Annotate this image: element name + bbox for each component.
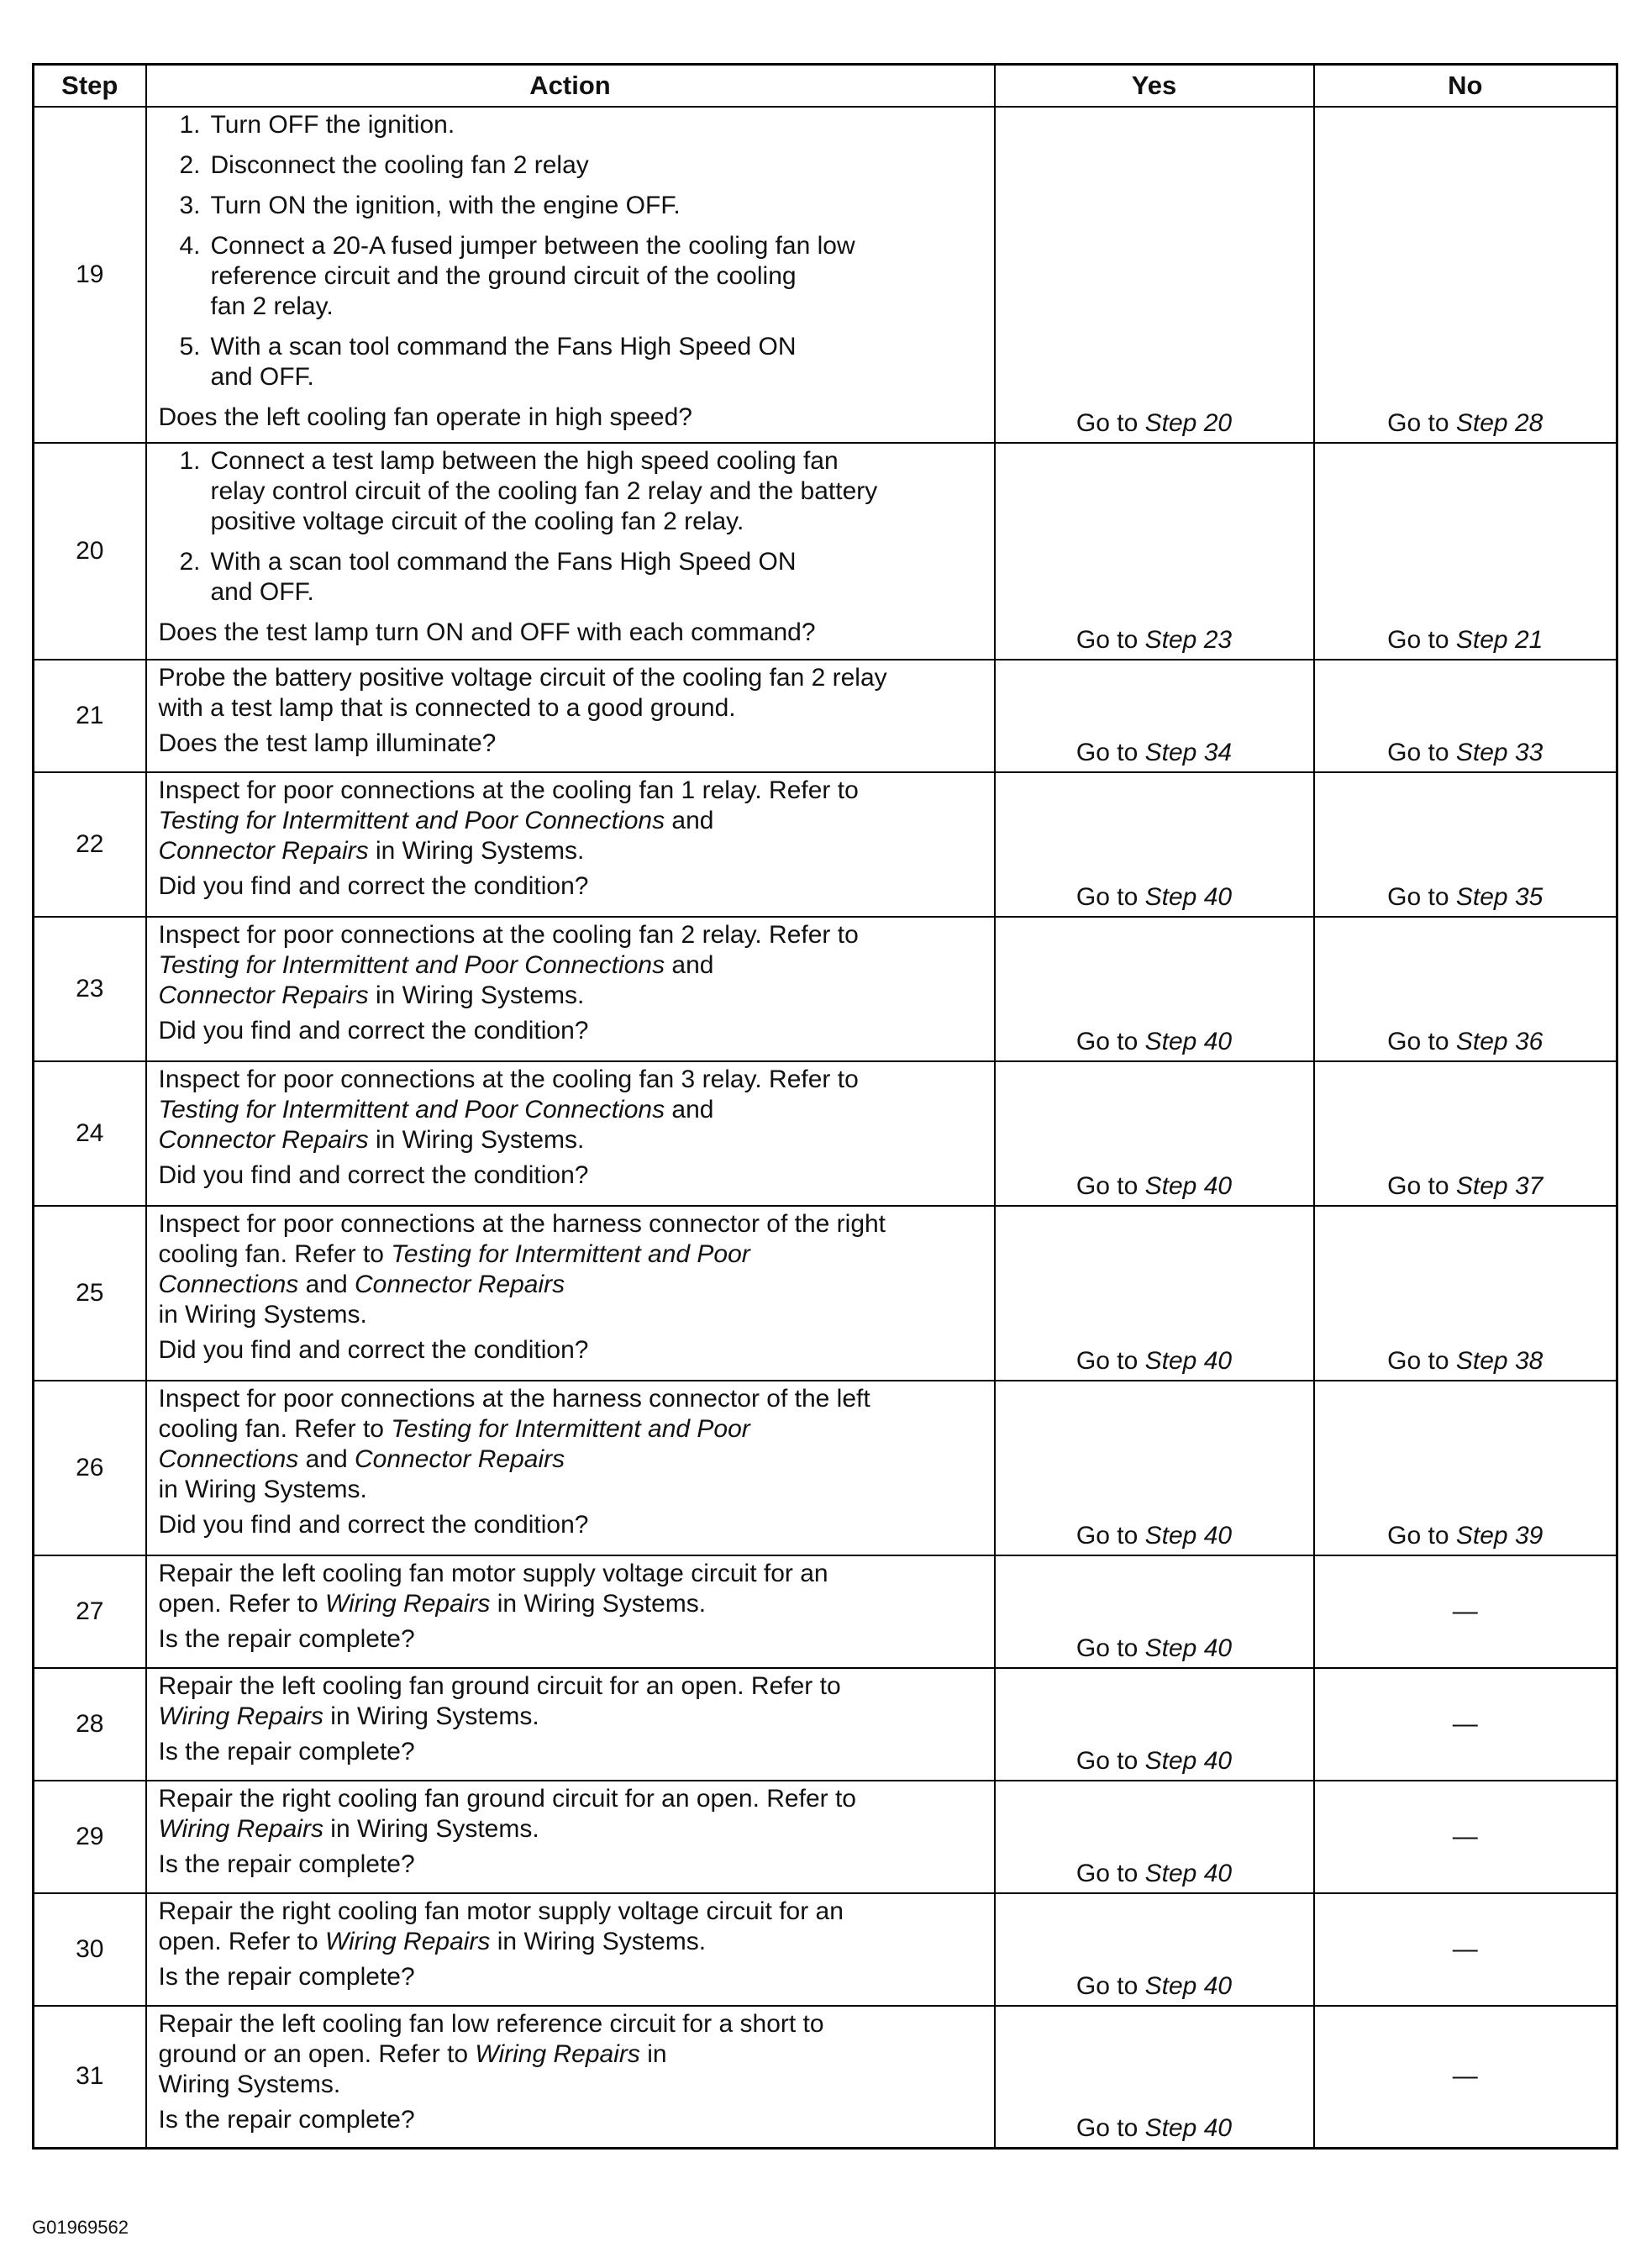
action-list-item xyxy=(159,332,986,392)
action-question: Did you find and correct the condition? xyxy=(158,1160,589,1189)
text-segment: and xyxy=(665,950,714,979)
table-row xyxy=(34,917,1617,1061)
list-number: 2. xyxy=(179,547,201,576)
text-segment: in Wiring Systems. xyxy=(368,981,585,1009)
table-row xyxy=(34,772,1617,917)
goto-step-link[interactable]: Step 40 xyxy=(1144,1634,1233,1662)
action-question: Is the repair complete? xyxy=(158,1962,415,1991)
text-line xyxy=(159,1559,986,1589)
goto-step-link[interactable]: Step 40 xyxy=(1144,1346,1233,1375)
text-line: and OFF. xyxy=(210,362,314,391)
text-line xyxy=(159,663,986,693)
diagnostic-table xyxy=(32,63,1618,2150)
text-line xyxy=(159,1475,986,1505)
goto-step-link[interactable]: Step 39 xyxy=(1455,1521,1543,1550)
list-text xyxy=(211,332,986,392)
reference-title: Testing for Intermittent and Poor Connections xyxy=(158,806,665,834)
table-row xyxy=(34,1555,1617,1668)
text-segment: cooling fan. Refer to xyxy=(158,1239,392,1268)
goto-prefix: Go to xyxy=(1075,1346,1139,1375)
text-segment: and xyxy=(298,1444,355,1473)
text-segment: and xyxy=(298,1270,355,1298)
text-line xyxy=(159,1671,986,1702)
action-cell xyxy=(146,1781,995,1893)
no-cell xyxy=(1314,1893,1617,2006)
action-cell xyxy=(146,1668,995,1781)
header-no: No xyxy=(1314,65,1617,107)
action-question: Is the repair complete? xyxy=(158,1850,415,1878)
action-question: Did you find and correct the condition? xyxy=(158,871,589,900)
goto-prefix: Go to xyxy=(1075,625,1139,654)
action-cell xyxy=(146,107,995,443)
text-segment: Repair the left cooling fan motor supply voltage circuit for an xyxy=(158,1559,828,1587)
table-row xyxy=(34,1893,1617,2006)
goto-step-link[interactable]: Step 40 xyxy=(1144,1171,1233,1200)
reference-title: Wiring Repairs xyxy=(324,1589,491,1618)
goto-step-link[interactable]: Step 23 xyxy=(1144,625,1233,654)
goto-step-link[interactable]: Step 40 xyxy=(1144,882,1233,911)
list-text xyxy=(211,446,986,537)
text-line xyxy=(159,1300,986,1330)
text-line: fan 2 relay. xyxy=(210,292,334,320)
text-line xyxy=(159,806,986,836)
no-cell xyxy=(1314,1781,1617,1893)
text-segment: in xyxy=(639,2039,667,2068)
goto-prefix: Go to xyxy=(1387,1346,1449,1375)
text-line xyxy=(159,1095,986,1125)
action-question: Is the repair complete? xyxy=(158,2105,415,2134)
text-segment: Repair the right cooling fan ground circuit for an open. Refer to xyxy=(158,1784,856,1813)
text-line: With a scan tool command the Fans High Speed ON xyxy=(210,547,797,576)
yes-cell xyxy=(995,2006,1314,2149)
goto-prefix: Go to xyxy=(1075,408,1139,437)
list-number: 3. xyxy=(179,191,201,219)
action-question: Did you find and correct the condition? xyxy=(158,1335,589,1364)
text-line xyxy=(159,1702,986,1732)
text-line xyxy=(159,2039,986,2070)
no-cell xyxy=(1314,1206,1617,1381)
goto-prefix: Go to xyxy=(1387,882,1449,911)
text-line: Connect a test lamp between the high speed cooling fan xyxy=(210,446,839,475)
text-segment: Repair the left cooling fan low reference circuit for a short to xyxy=(158,2009,824,2038)
goto-prefix: Go to xyxy=(1387,738,1449,766)
goto-step-link[interactable]: Step 20 xyxy=(1144,408,1233,437)
yes-cell xyxy=(995,1381,1314,1555)
text-line: reference circuit and the ground circuit of the cooling xyxy=(210,261,797,290)
table-body xyxy=(34,107,1617,2149)
goto-step-link[interactable]: Step 40 xyxy=(1144,1859,1233,1887)
text-line xyxy=(159,2070,986,2100)
action-question: Does the test lamp illuminate? xyxy=(158,729,497,757)
text-line xyxy=(159,950,986,981)
text-line xyxy=(159,1927,986,1957)
goto-prefix: Go to xyxy=(1075,1027,1139,1055)
reference-title: Connector Repairs xyxy=(355,1270,565,1298)
no-cell xyxy=(1314,1555,1617,1668)
action-cell xyxy=(146,1206,995,1381)
text-segment: in Wiring Systems. xyxy=(158,1300,367,1329)
no-cell xyxy=(1314,1061,1617,1206)
text-line xyxy=(159,1784,986,1814)
text-line xyxy=(159,776,986,806)
action-question: Did you find and correct the condition? xyxy=(158,1510,589,1539)
text-segment: Inspect for poor connections at the harness connector of the right xyxy=(158,1209,886,1238)
text-line xyxy=(159,1209,986,1239)
step-number: 22 xyxy=(34,772,146,917)
text-line: and OFF. xyxy=(210,577,314,606)
list-text xyxy=(211,191,986,221)
goto-prefix: Go to xyxy=(1075,1971,1139,2000)
no-action-dash: — xyxy=(1452,1709,1478,1738)
goto-prefix: Go to xyxy=(1387,625,1449,654)
text-segment: in Wiring Systems. xyxy=(490,1927,707,1955)
goto-step-link[interactable]: Step 34 xyxy=(1144,738,1233,766)
table-row xyxy=(34,1668,1617,1781)
yes-cell xyxy=(995,917,1314,1061)
table-row xyxy=(34,660,1617,772)
text-segment: in Wiring Systems. xyxy=(368,836,585,865)
text-segment: in Wiring Systems. xyxy=(323,1814,539,1843)
goto-prefix: Go to xyxy=(1075,882,1139,911)
reference-title: Wiring Repairs xyxy=(324,1927,491,1955)
text-segment: ground or an open. Refer to xyxy=(158,2039,476,2068)
text-segment: in Wiring Systems. xyxy=(323,1702,539,1730)
table-row xyxy=(34,1381,1617,1555)
yes-cell xyxy=(995,1668,1314,1781)
text-line xyxy=(159,920,986,950)
action-cell xyxy=(146,443,995,660)
text-segment: and xyxy=(665,806,714,834)
text-segment: open. Refer to xyxy=(158,1589,325,1618)
text-line: Turn OFF the ignition. xyxy=(210,110,455,139)
reference-title: Testing for Intermittent and Poor Connections xyxy=(158,1095,665,1123)
goto-step-link[interactable]: Step 40 xyxy=(1144,1746,1233,1775)
step-number: 28 xyxy=(34,1668,146,1781)
table-row xyxy=(34,107,1617,443)
no-cell xyxy=(1314,1381,1617,1555)
goto-step-link[interactable]: Step 40 xyxy=(1144,2114,1233,2142)
text-line xyxy=(159,1897,986,1927)
action-cell xyxy=(146,1381,995,1555)
yes-cell xyxy=(995,772,1314,917)
action-list-item xyxy=(159,191,986,221)
action-question: Did you find and correct the condition? xyxy=(158,1016,589,1045)
action-list-item xyxy=(159,231,986,322)
action-list-item xyxy=(159,547,986,608)
list-text xyxy=(211,547,986,608)
text-line xyxy=(159,981,986,1011)
reference-title: Connections xyxy=(158,1444,299,1473)
no-action-dash: — xyxy=(1452,2062,1478,2091)
no-action-dash: — xyxy=(1452,1934,1478,1963)
text-segment: Inspect for poor connections at the cooling fan 1 relay. Refer to xyxy=(158,776,859,804)
text-line: positive voltage circuit of the cooling fan 2 relay. xyxy=(210,507,744,535)
text-line xyxy=(159,2009,986,2039)
action-cell xyxy=(146,772,995,917)
action-cell xyxy=(146,1893,995,2006)
text-segment: Probe the battery positive voltage circuit of the cooling fan 2 relay xyxy=(158,663,887,692)
table-row xyxy=(34,443,1617,660)
goto-prefix: Go to xyxy=(1387,408,1449,437)
text-line: relay control circuit of the cooling fan 2 relay and the battery xyxy=(210,476,878,505)
action-question: Is the repair complete? xyxy=(158,1624,415,1653)
yes-cell xyxy=(995,660,1314,772)
reference-title: Connector Repairs xyxy=(158,836,369,865)
figure-id: G01969562 xyxy=(32,2217,129,2238)
text-line xyxy=(159,836,986,866)
step-number: 25 xyxy=(34,1206,146,1381)
text-line xyxy=(159,1065,986,1095)
list-text xyxy=(211,231,986,322)
reference-title: Connector Repairs xyxy=(355,1444,565,1473)
list-text xyxy=(211,110,986,140)
text-line xyxy=(159,693,986,724)
text-line xyxy=(159,1589,986,1619)
reference-title: Wiring Repairs xyxy=(475,2039,640,2068)
action-list-item xyxy=(159,110,986,140)
goto-step-link[interactable]: Step 28 xyxy=(1455,408,1543,437)
reference-title: Wiring Repairs xyxy=(158,1702,323,1730)
text-segment: with a test lamp that is connected to a good ground. xyxy=(158,693,736,722)
yes-cell xyxy=(995,1781,1314,1893)
goto-step-link[interactable]: Step 38 xyxy=(1455,1346,1543,1375)
table-row xyxy=(34,1061,1617,1206)
action-question: Is the repair complete? xyxy=(158,1737,415,1765)
text-segment: Inspect for poor connections at the cooling fan 3 relay. Refer to xyxy=(158,1065,859,1093)
reference-title: Connections xyxy=(158,1270,299,1298)
list-number: 4. xyxy=(179,231,201,260)
reference-title: Testing for Intermittent and Poor xyxy=(391,1414,750,1443)
text-segment: and xyxy=(665,1095,714,1123)
yes-cell xyxy=(995,443,1314,660)
table-row xyxy=(34,1206,1617,1381)
no-action-dash: — xyxy=(1452,1822,1478,1850)
no-action-dash: — xyxy=(1452,1597,1478,1625)
text-line: Disconnect the cooling fan 2 relay xyxy=(210,150,589,179)
text-segment: cooling fan. Refer to xyxy=(158,1414,392,1443)
goto-step-link[interactable]: Step 37 xyxy=(1455,1171,1543,1200)
goto-prefix: Go to xyxy=(1075,1634,1139,1662)
action-cell xyxy=(146,660,995,772)
goto-step-link[interactable]: Step 40 xyxy=(1144,1521,1233,1550)
reference-title: Wiring Repairs xyxy=(158,1814,323,1843)
text-segment: open. Refer to xyxy=(158,1927,325,1955)
text-segment: in Wiring Systems. xyxy=(158,1475,367,1503)
no-cell xyxy=(1314,917,1617,1061)
action-list-item xyxy=(159,150,986,181)
text-segment: in Wiring Systems. xyxy=(368,1125,585,1154)
header-yes: Yes xyxy=(995,65,1314,107)
no-cell xyxy=(1314,660,1617,772)
action-cell xyxy=(146,917,995,1061)
reference-title: Testing for Intermittent and Poor xyxy=(391,1239,750,1268)
goto-prefix: Go to xyxy=(1075,1171,1139,1200)
header-row xyxy=(34,65,1617,107)
action-cell xyxy=(146,1061,995,1206)
goto-step-link[interactable]: Step 40 xyxy=(1144,1027,1233,1055)
list-number: 1. xyxy=(179,446,201,475)
action-list-item xyxy=(159,446,986,537)
header-action: Action xyxy=(146,65,995,107)
goto-prefix: Go to xyxy=(1075,2114,1139,2142)
goto-prefix: Go to xyxy=(1387,1521,1449,1550)
step-number: 30 xyxy=(34,1893,146,2006)
step-number: 20 xyxy=(34,443,146,660)
text-line xyxy=(159,1239,986,1270)
text-line: With a scan tool command the Fans High Speed ON xyxy=(210,332,797,360)
text-segment: Repair the right cooling fan motor supply voltage circuit for an xyxy=(158,1897,844,1925)
goto-step-link[interactable]: Step 40 xyxy=(1144,1971,1233,2000)
text-line xyxy=(159,1384,986,1414)
table-row xyxy=(34,2006,1617,2149)
goto-prefix: Go to xyxy=(1075,1521,1139,1550)
text-line xyxy=(159,1414,986,1444)
no-cell xyxy=(1314,772,1617,917)
text-line xyxy=(159,1444,986,1475)
text-line: Connect a 20-A fused jumper between the cooling fan low xyxy=(210,231,855,260)
step-number: 29 xyxy=(34,1781,146,1893)
text-segment: Wiring Systems. xyxy=(158,2070,341,2098)
reference-title: Connector Repairs xyxy=(158,981,369,1009)
header-step: Step xyxy=(34,65,146,107)
goto-step-link[interactable]: Step 36 xyxy=(1455,1027,1543,1055)
yes-cell xyxy=(995,1206,1314,1381)
action-cell xyxy=(146,1555,995,1668)
yes-cell xyxy=(995,1555,1314,1668)
reference-title: Testing for Intermittent and Poor Connections xyxy=(158,950,665,979)
goto-step-link[interactable]: Step 21 xyxy=(1455,625,1543,654)
text-segment: Inspect for poor connections at the harness connector of the left xyxy=(158,1384,870,1413)
text-segment: in Wiring Systems. xyxy=(490,1589,707,1618)
yes-cell xyxy=(995,1061,1314,1206)
goto-step-link[interactable]: Step 33 xyxy=(1455,738,1543,766)
step-number: 21 xyxy=(34,660,146,772)
no-cell xyxy=(1314,1668,1617,1781)
no-cell xyxy=(1314,107,1617,443)
goto-prefix: Go to xyxy=(1387,1027,1449,1055)
text-line xyxy=(159,1270,986,1300)
text-line xyxy=(159,1125,986,1155)
step-number: 19 xyxy=(34,107,146,443)
table-row xyxy=(34,1781,1617,1893)
reference-title: Connector Repairs xyxy=(158,1125,369,1154)
text-segment: Repair the left cooling fan ground circuit for an open. Refer to xyxy=(158,1671,841,1700)
goto-prefix: Go to xyxy=(1075,738,1139,766)
step-number: 26 xyxy=(34,1381,146,1555)
list-number: 2. xyxy=(179,150,201,179)
step-number: 23 xyxy=(34,917,146,1061)
goto-prefix: Go to xyxy=(1075,1746,1139,1775)
goto-prefix: Go to xyxy=(1075,1859,1139,1887)
action-question: Does the test lamp turn ON and OFF with each command? xyxy=(158,618,816,646)
list-number: 1. xyxy=(179,110,201,139)
yes-cell xyxy=(995,107,1314,443)
text-segment: Inspect for poor connections at the cooling fan 2 relay. Refer to xyxy=(158,920,859,949)
list-text xyxy=(211,150,986,181)
no-cell xyxy=(1314,2006,1617,2149)
text-line xyxy=(159,1814,986,1844)
step-number: 31 xyxy=(34,2006,146,2149)
goto-prefix: Go to xyxy=(1387,1171,1449,1200)
no-cell xyxy=(1314,443,1617,660)
text-line: Turn ON the ignition, with the engine OFF. xyxy=(210,191,681,219)
action-question: Does the left cooling fan operate in high speed? xyxy=(158,403,692,431)
yes-cell xyxy=(995,1893,1314,2006)
step-number: 24 xyxy=(34,1061,146,1206)
action-cell xyxy=(146,2006,995,2149)
list-number: 5. xyxy=(179,332,201,360)
step-number: 27 xyxy=(34,1555,146,1668)
goto-step-link[interactable]: Step 35 xyxy=(1455,882,1543,911)
